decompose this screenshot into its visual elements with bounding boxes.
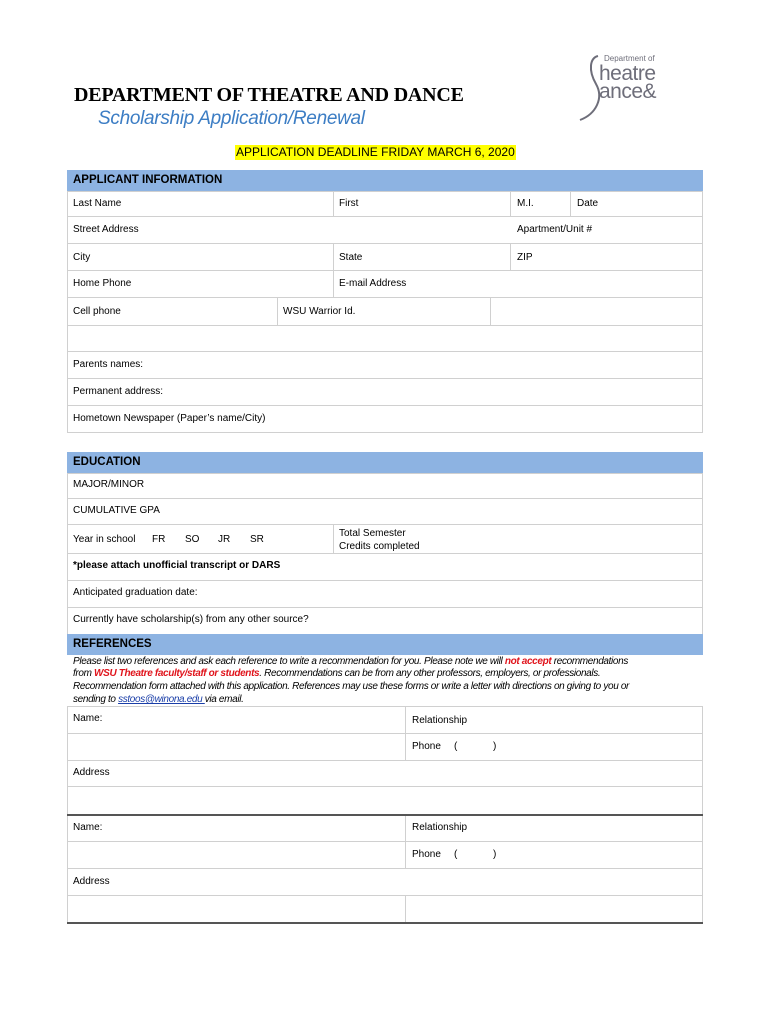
state-field[interactable]: State — [339, 252, 363, 263]
references-instructions-line1: Please list two references and ask each reference to write a recommendation for you. Please note we will not accept recommendations — [73, 656, 629, 667]
hometown-newspaper-field[interactable]: Hometown Newspaper (Paper’s name/City) — [73, 413, 266, 424]
page-title: DEPARTMENT OF THEATRE AND DANCE — [74, 84, 464, 106]
street-address-field[interactable]: Street Address — [73, 224, 139, 235]
references-instructions-line2: from WSU Theatre faculty/staff or students. Recommendations can be from any other professors, employers, or professionals. — [73, 668, 601, 679]
reference1-name-field[interactable]: Name: — [73, 713, 103, 724]
reference2-phone-paren-open: ( — [454, 849, 458, 860]
major-minor-field[interactable]: MAJOR/MINOR — [73, 479, 145, 490]
references-instructions-line3: Recommendation form attached with this application. References may use these forms or write a letter with directions on giving to you or — [73, 681, 630, 692]
credits-label-line1: Total Semester — [339, 528, 406, 539]
zip-field[interactable]: ZIP — [517, 252, 533, 263]
date-field[interactable]: Date — [577, 198, 599, 209]
parents-names-field[interactable]: Parents names: — [73, 359, 144, 370]
reference1-phone-field[interactable]: Phone — [412, 741, 441, 752]
year-option-fr[interactable]: FR — [152, 534, 166, 545]
reference2-phone-paren-close: ) — [493, 849, 497, 860]
other-scholarship-field[interactable]: Currently have scholarship(s) from any other source? — [73, 614, 309, 625]
logo-theatre-text: heatre — [599, 62, 656, 85]
reference2-address-field[interactable]: Address — [73, 876, 110, 887]
logo-department-text: Department of — [604, 54, 655, 63]
year-option-so[interactable]: SO — [185, 534, 200, 545]
home-phone-field[interactable]: Home Phone — [73, 278, 132, 289]
transcript-note: *please attach unofficial transcript or DARS — [73, 560, 281, 571]
reference2-phone-field[interactable]: Phone — [412, 849, 441, 860]
contact-email-link[interactable]: sstoos@winona.edu — [118, 694, 205, 705]
year-option-sr[interactable]: SR — [250, 534, 264, 545]
reference1-phone-paren-close: ) — [493, 741, 497, 752]
reference2-relationship-field[interactable]: Relationship — [412, 822, 468, 833]
year-in-school-label: Year in school — [73, 534, 136, 545]
education-section-header: EDUCATION — [67, 452, 703, 473]
deadline-banner: APPLICATION DEADLINE FRIDAY MARCH 6, 2020 — [236, 145, 515, 159]
apartment-field[interactable]: Apartment/Unit # — [517, 224, 593, 235]
city-field[interactable]: City — [73, 252, 91, 263]
wsu-theatre-emphasis: WSU Theatre faculty/staff or students — [94, 668, 260, 679]
reference1-phone-paren-open: ( — [454, 741, 458, 752]
form-subtitle: Scholarship Application/Renewal — [98, 108, 365, 129]
references-section-header: REFERENCES — [67, 634, 703, 655]
warrior-id-field[interactable]: WSU Warrior Id. — [283, 306, 356, 317]
credits-label-line2: Credits completed — [339, 541, 420, 552]
cell-phone-field[interactable]: Cell phone — [73, 306, 121, 317]
reference1-relationship-field[interactable]: Relationship — [412, 715, 468, 726]
first-name-field[interactable]: First — [339, 198, 359, 209]
not-accept-emphasis: not accept — [504, 656, 552, 667]
graduation-date-field[interactable]: Anticipated graduation date: — [73, 587, 198, 598]
reference2-name-field[interactable]: Name: — [73, 822, 103, 833]
permanent-address-field[interactable]: Permanent address: — [73, 386, 164, 397]
last-name-field[interactable]: Last Name — [73, 198, 122, 209]
logo-dance-text: ance& — [599, 80, 657, 103]
references-instructions-line4: sending to sstoos@winona.edu via email. — [73, 694, 244, 705]
middle-initial-field[interactable]: M.I. — [517, 198, 534, 209]
year-option-jr[interactable]: JR — [218, 534, 231, 545]
email-field[interactable]: E-mail Address — [339, 278, 407, 289]
gpa-field[interactable]: CUMULATIVE GPA — [73, 505, 160, 516]
reference1-address-field[interactable]: Address — [73, 767, 110, 778]
applicant-section-header: APPLICANT INFORMATION — [67, 170, 703, 191]
department-logo — [576, 50, 688, 126]
